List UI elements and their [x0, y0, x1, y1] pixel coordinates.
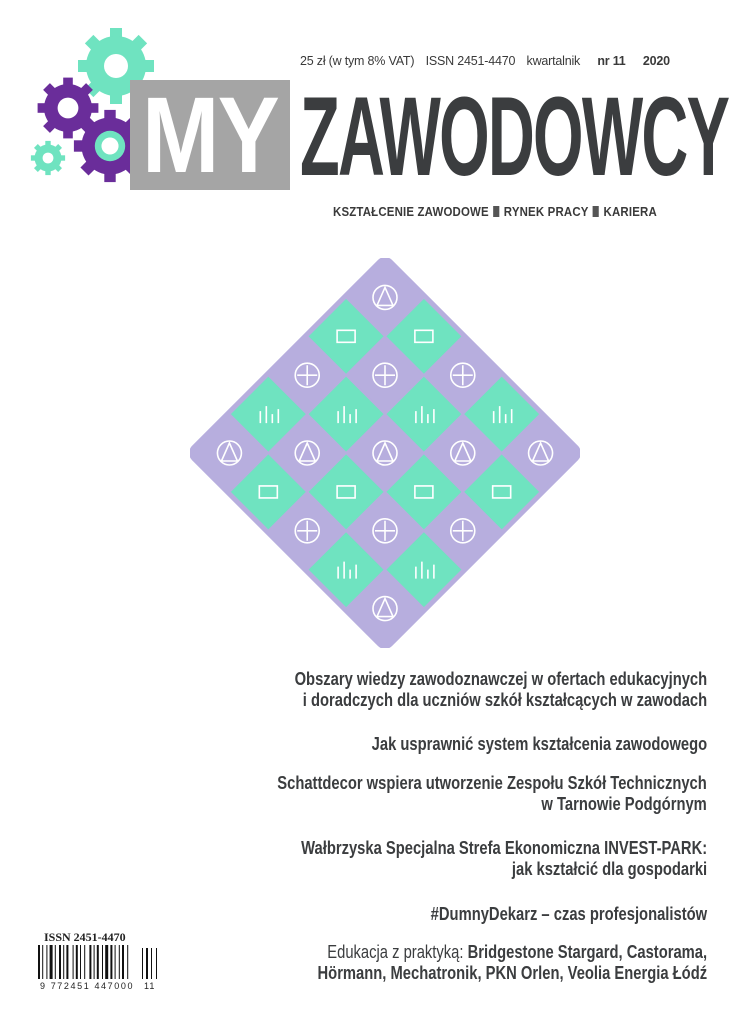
- barcode-digits: 9 772451 447000: [40, 981, 135, 991]
- separator-square: [493, 206, 499, 217]
- barcode-addon-bar: [142, 948, 143, 979]
- headline-1: [294, 669, 707, 711]
- barcode-bar: [102, 945, 103, 979]
- barcode-addon-bar: [151, 948, 152, 979]
- barcode-bar: [105, 945, 108, 979]
- gear-icon: [31, 141, 65, 175]
- education-companies: Hörmann, Mechatronik, PKN Orlen, Veolia Energia Łódź: [317, 963, 707, 983]
- barcode-addon-bar: [156, 948, 157, 979]
- barcode-bar: [119, 945, 120, 979]
- barcode-bar: [127, 945, 128, 979]
- issue-year: 2020: [642, 54, 670, 68]
- barcode-bar: [46, 945, 47, 979]
- headline-line: #DumnyDekarz – czas profesjonalistów: [430, 904, 707, 924]
- barcode-bar: [89, 945, 91, 979]
- barcode-bar: [55, 945, 56, 979]
- issn-top: ISSN 2451-4470: [425, 54, 516, 68]
- headline-line: Wałbrzyska Specjalna Strefa Ekonomiczna INVEST-PARK:: [300, 838, 707, 858]
- headline-4: [301, 838, 707, 880]
- education-prefix: Edukacja z praktyką:: [327, 942, 468, 962]
- education-companies: Bridgestone Stargard, Castorama,: [467, 942, 707, 962]
- barcode-bar: [76, 945, 78, 979]
- headline-5: [431, 904, 707, 925]
- barcode-addon: 11: [144, 981, 156, 991]
- barcode-bar: [110, 945, 112, 979]
- issue-number: nr 11: [597, 54, 626, 68]
- barcode-bar: [73, 945, 74, 979]
- barcode-bar: [115, 945, 116, 979]
- barcode-bar: [42, 945, 43, 979]
- tagline-item: RYNEK PRACY: [503, 204, 589, 219]
- masthead-zawodowcy: ZAWODOWCY: [300, 74, 729, 199]
- barcode-addon-bar: [146, 948, 148, 979]
- price: 25 zł (w tym 8% VAT): [300, 54, 415, 68]
- education-headline: [317, 942, 707, 984]
- barcode-bar: [122, 945, 124, 979]
- icon-diamond: [190, 258, 580, 648]
- barcode-bar: [80, 945, 81, 979]
- barcode-bar: [63, 945, 64, 979]
- masthead-my: MY: [142, 74, 278, 195]
- barcode-bar: [59, 945, 61, 979]
- barcode-bar: [38, 945, 40, 979]
- separator-square: [593, 206, 599, 217]
- gear-icon: [295, 363, 319, 387]
- frequency: kwartalnik: [526, 54, 581, 68]
- truck-icon: [451, 519, 475, 543]
- barcode-bar: [66, 945, 68, 979]
- headline-line: jak kształcić dla gospodarki: [511, 859, 707, 879]
- issue-info: [300, 54, 678, 68]
- barcode-issn-label: ISSN 2451-4470: [44, 930, 126, 944]
- chef-hat-icon: [373, 519, 397, 543]
- barcode: [38, 945, 160, 983]
- oil-pump-icon: [295, 519, 319, 543]
- barcode-bar: [50, 945, 53, 979]
- barcode-bar: [94, 945, 95, 979]
- headline-3: [277, 773, 707, 815]
- barcode-bar: [84, 945, 85, 979]
- headline-line: Obszary wiedzy zawodoznawczej w ofertach edukacyjnych: [294, 669, 707, 689]
- barcode-bar: [97, 945, 99, 979]
- headline-line: w Tarnowie Podgórnym: [541, 794, 707, 814]
- fan-icon: [451, 363, 475, 387]
- tagline-item: KARIERA: [603, 204, 657, 219]
- headline-2: [371, 734, 707, 755]
- headline-line: Schattdecor wspiera utworzenie Zespołu Szkół Technicznych: [277, 773, 707, 793]
- headline-line: Jak usprawnić system kształcenia zawodowego: [371, 734, 707, 754]
- headline-line: i doradczych dla uczniów szkół kształcących w zawodach: [302, 690, 707, 710]
- wind-turbine-icon: [373, 363, 397, 387]
- tagline-item: KSZTAŁCENIE ZAWODOWE: [333, 204, 489, 219]
- tagline: [333, 204, 657, 219]
